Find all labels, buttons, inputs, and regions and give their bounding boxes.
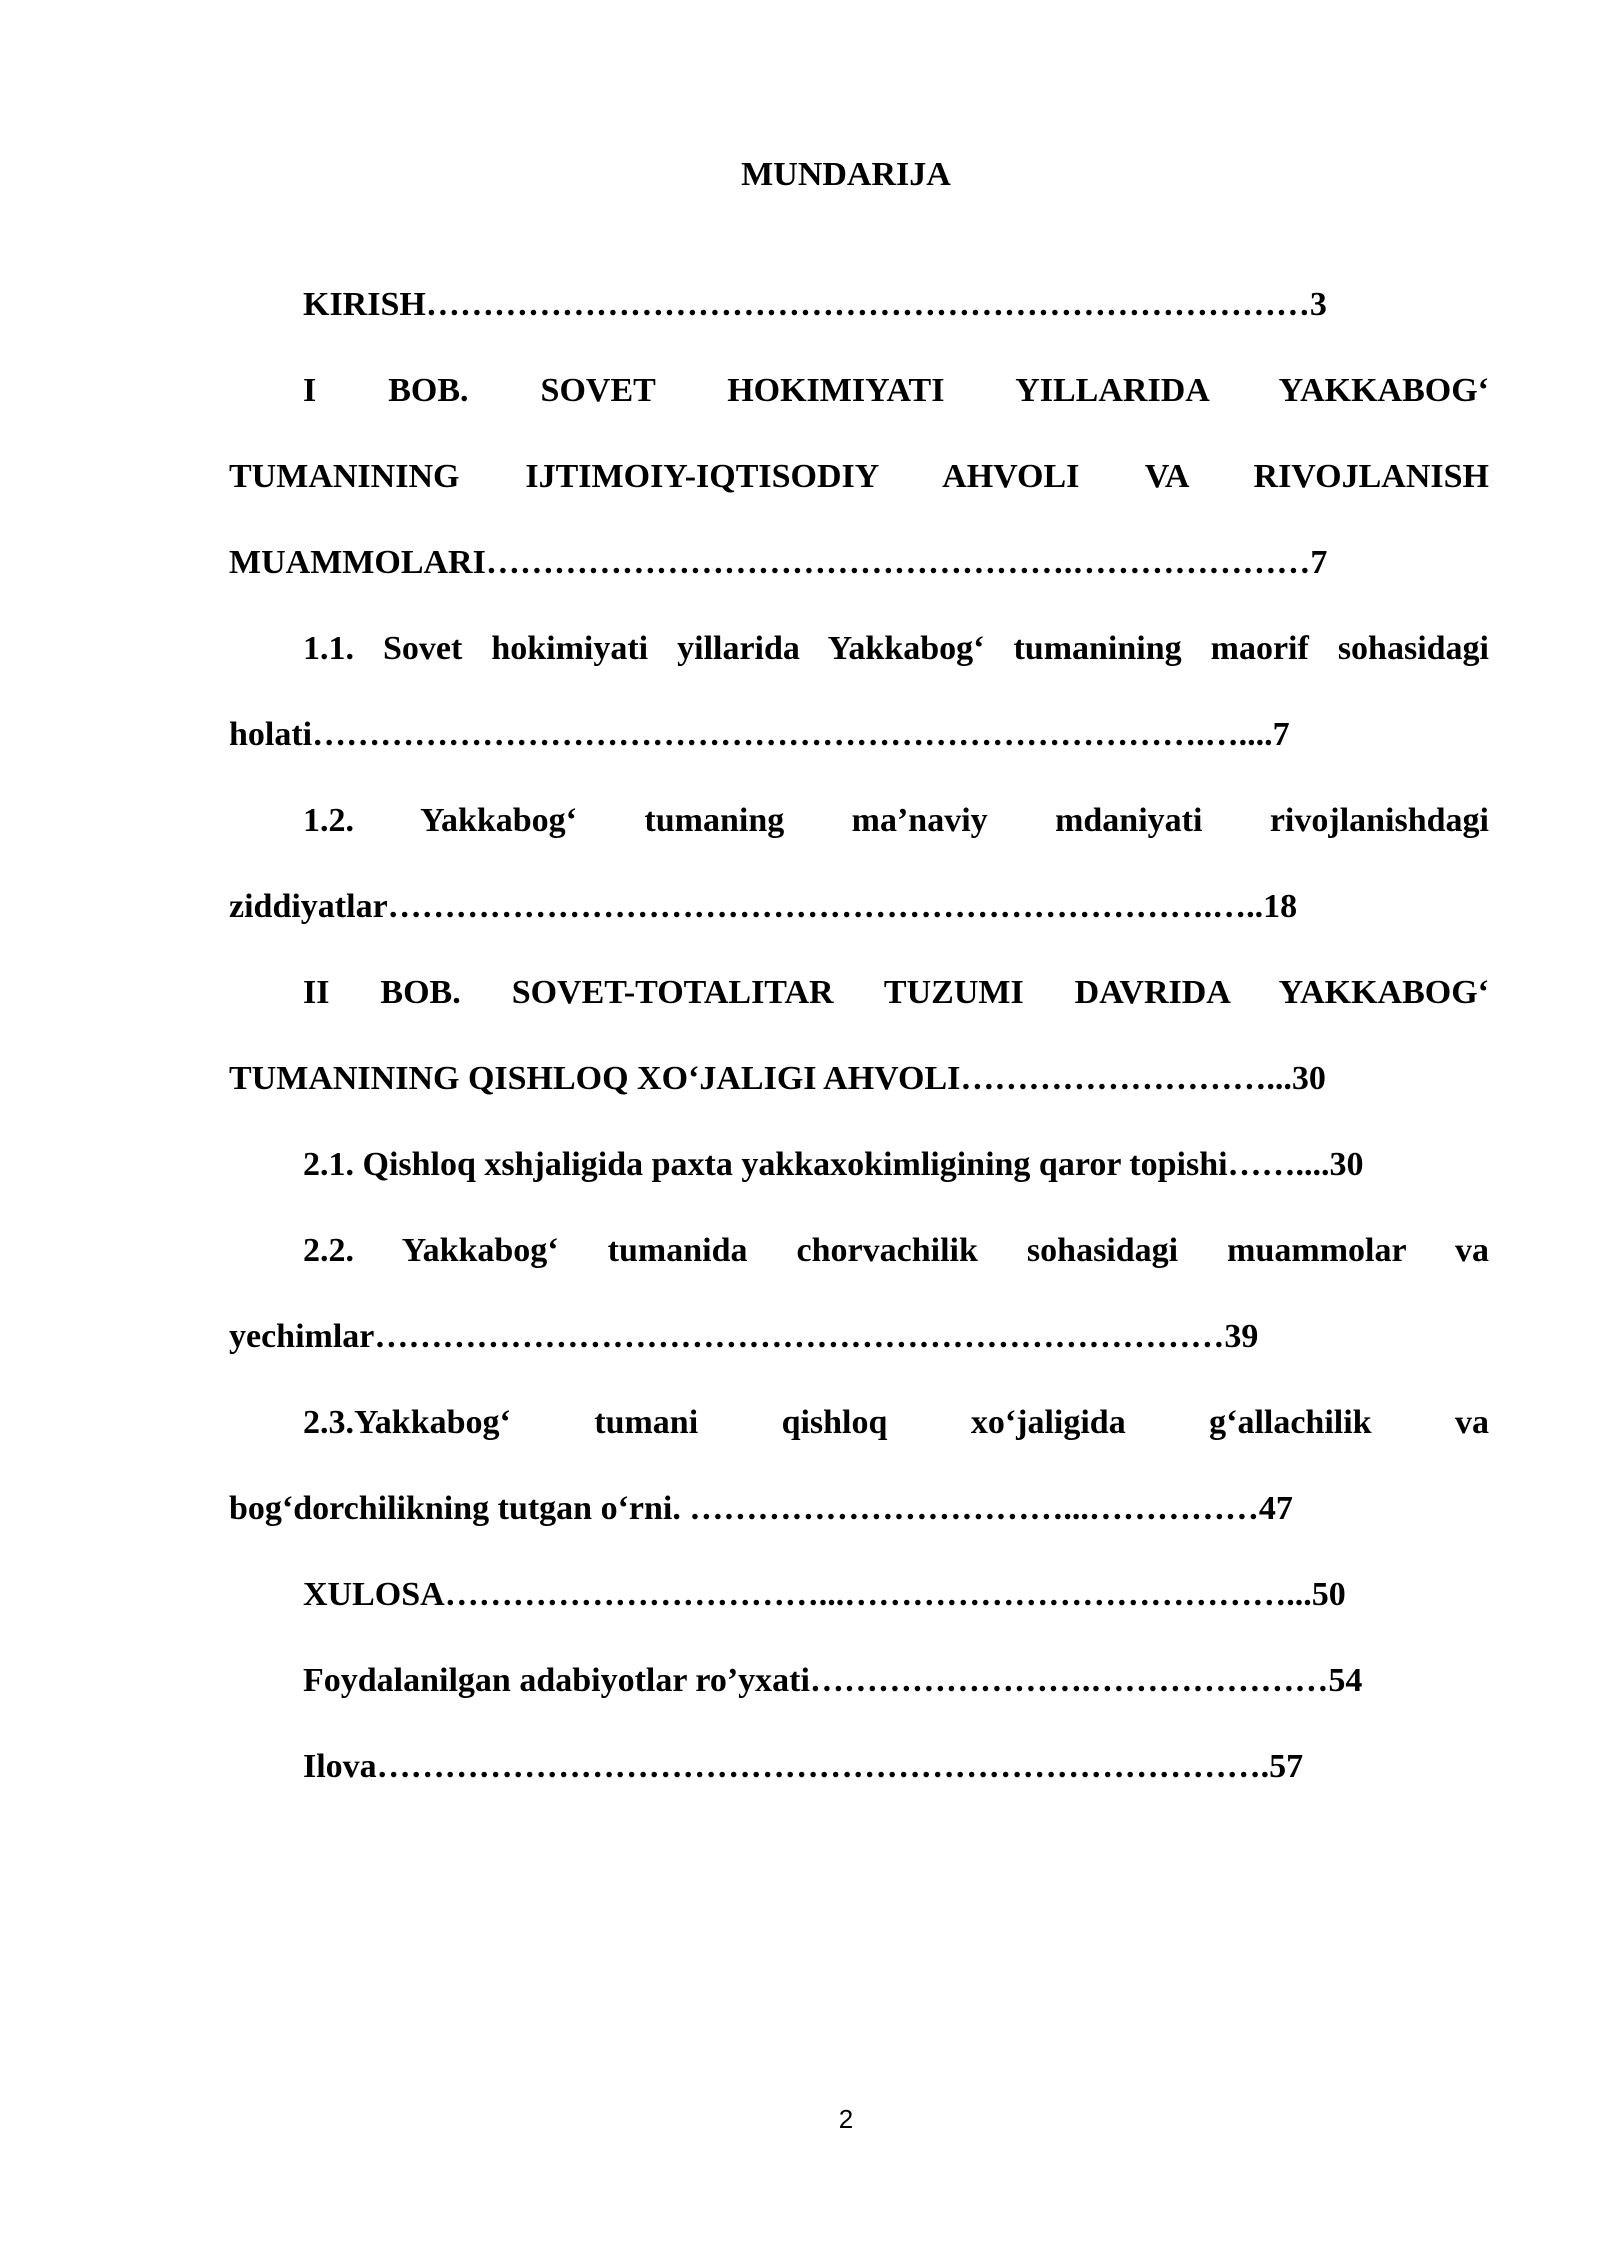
toc-entry-bibliography[interactable]: Foydalanilgan adabiyotlar ro’yxati…………………….…………………54	[303, 1662, 1363, 1699]
toc-entry-2-3-line-2[interactable]: bog‘dorchilikning tutgan o‘rni. ……………………………...……………47	[229, 1490, 1293, 1527]
toc-entry-chapter-2-line-2[interactable]: TUMANINING QISHLOQ XO‘JALIGI AHVOLI………………………...30	[229, 1060, 1326, 1097]
page-title: MUNDARIJA	[741, 156, 951, 193]
toc-entry-ilova[interactable]: Ilova…………………………………………………………………….57	[303, 1748, 1304, 1785]
toc-entry-2-3-line-1[interactable]: 2.3.Yakkabog‘ tumani qishloq xo‘jaligida g‘allachilik va	[303, 1404, 1489, 1441]
toc-entry-kirish[interactable]: KIRISH……………………………………………………………………3	[303, 286, 1327, 323]
toc-entry-2-1[interactable]: 2.1. Qishloq xshjaligida paxta yakkaxokimligining qaror topishi……....30	[303, 1146, 1364, 1183]
toc-entry-chapter-2-line-1[interactable]: II BOB. SOVET-TOTALITAR TUZUMI DAVRIDA YAKKABOG‘	[303, 974, 1489, 1011]
toc-entry-chapter-1-line-2[interactable]: TUMANINING IJTIMOIY-IQTISODIY AHVOLI VA RIVOJLANISH	[229, 458, 1489, 495]
toc-entry-1-2-line-1[interactable]: 1.2. Yakkabog‘ tumaning ma’naviy mdaniyati rivojlanishdagi	[303, 802, 1489, 839]
toc-entry-1-2-line-2[interactable]: ziddiyatlar……………………………………………………………….…..18	[229, 888, 1298, 925]
toc-entry-xulosa[interactable]: XULOSA……………………………...…………………………………...50	[303, 1576, 1346, 1613]
page-number: 2	[838, 2104, 854, 2134]
toc-entry-2-2-line-1[interactable]: 2.2. Yakkabog‘ tumanida chorvachilik sohasidagi muammolar va	[303, 1232, 1489, 1269]
toc-entry-2-2-line-2[interactable]: yechimlar…………………………………………………………………39	[229, 1318, 1259, 1355]
toc-entry-chapter-1-line-3[interactable]: MUAMMOLARI…………………………………………….…………………7	[229, 544, 1328, 581]
toc-entry-1-1-line-1[interactable]: 1.1. Sovet hokimiyati yillarida Yakkabog‘ tumanining maorif sohasidagi	[303, 630, 1489, 667]
toc-entry-chapter-1-line-1[interactable]: I BOB. SOVET HOKIMIYATI YILLARIDA YAKKABOG‘	[303, 372, 1489, 409]
toc-entry-1-1-line-2[interactable]: holati…………………………………………………………………….…....7	[229, 716, 1290, 753]
